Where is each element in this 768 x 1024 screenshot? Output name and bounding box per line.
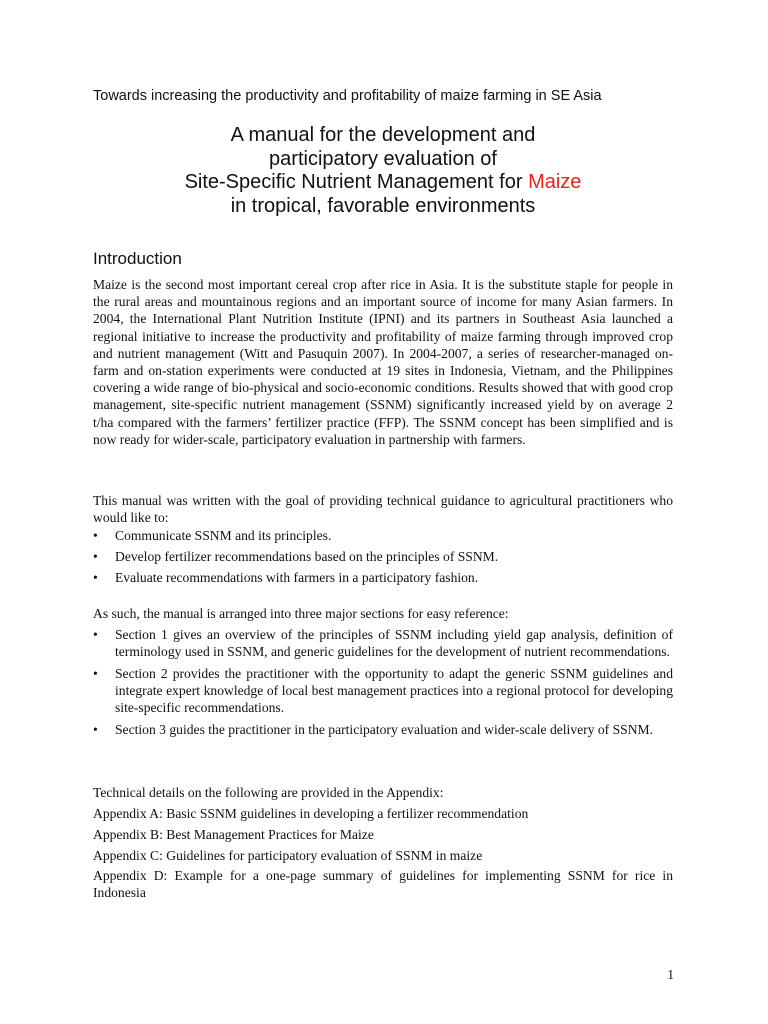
appendix-c: Appendix C: Guidelines for participatory evaluation of SSNM in maize xyxy=(93,848,483,863)
goal-list xyxy=(93,527,673,591)
list-item xyxy=(93,626,673,660)
list-item-text: Communicate SSNM and its principles. xyxy=(115,528,332,543)
sections-intro: As such, the manual is arranged into three major sections for easy reference: xyxy=(93,606,509,621)
list-item-text: Section 1 gives an overview of the principles of SSNM including yield gap analysis, definition of terminology used in SSNM, and generic guidelines for the development of nutrient recommendations. xyxy=(115,627,673,660)
list-item-text: Develop fertilizer recommendations based on the principles of SSNM. xyxy=(115,549,499,565)
list-item xyxy=(93,569,673,586)
list-item-text: Section 3 guides the practitioner in the participatory evaluation and wider-scale delivery of SSNM. xyxy=(115,722,654,738)
appendix-b: Appendix B: Best Management Practices for Maize xyxy=(93,827,374,842)
manual-goal-paragraph: This manual was written with the goal of providing technical guidance to agricultural practitioners who would like to: xyxy=(93,493,673,526)
list-item xyxy=(93,721,673,738)
title-line-4: in tropical, favorable environments xyxy=(230,194,536,217)
introduction-heading: Introduction xyxy=(93,249,182,268)
appendix-a: Appendix A: Basic SSNM guidelines in developing a fertilizer recommendation xyxy=(93,806,529,821)
bullet-icon: • xyxy=(93,665,98,681)
title-accent-word: Maize xyxy=(528,171,582,193)
bullet-icon: • xyxy=(93,528,98,543)
bullet-icon: • xyxy=(93,549,98,565)
bullet-icon: • xyxy=(93,570,98,586)
bullet-icon: • xyxy=(93,722,98,738)
sections-list xyxy=(93,626,673,743)
title-line-3 xyxy=(93,171,673,195)
title-line-1: A manual for the development and xyxy=(230,124,536,146)
title-line-3-text: Site-Specific Nutrient Management for xyxy=(184,171,529,193)
appendix-intro: Technical details on the following are provided in the Appendix: xyxy=(93,785,444,800)
bullet-icon: • xyxy=(93,627,98,642)
list-item-text: Evaluate recommendations with farmers in a participatory fashion. xyxy=(115,570,479,586)
page-number: 1 xyxy=(667,967,674,982)
introduction-paragraph: Maize is the second most important cereal crop after rice in Asia. It is the substitute staple for people in the rural areas and mountainous regions and an important source of income for many Asian farmers. In 2004, the International Plant Nutrition Institute (IPNI) and its partners in Southeast Asia launched a regional initiative to increase the productivity and profitability of maize farming through improved crop and nutrient management (Witt and Pasuquin 2007). In 2004-2007, a series of researcher-managed on-farm and on-station experiments were conducted at 19 sites in Indonesia, Vietnam, and the Philippines covering a wide range of bio-physical and socio-economic conditions. Results showed that with good crop management, site-specific nutrient management (SSNM) significantly increased yield by on average 2 t/ha compared with the farmers’ fertilizer practice (FFP). The SSNM concept has been simplified and is now ready for wider-scale, participatory evaluation in partnership with farmers. xyxy=(93,277,673,447)
list-item xyxy=(93,548,673,565)
document-subtitle: Towards increasing the productivity and profitability of maize farming in SE Asia xyxy=(93,88,602,104)
title-line-2: participatory evaluation of xyxy=(269,147,497,170)
list-item-text: Section 2 provides the practitioner with the opportunity to adapt the generic SSNM guidelines and integrate expert knowledge of local best management practices into a regional protocol for developing site-specific recommendations. xyxy=(115,665,673,716)
document-title xyxy=(93,124,673,218)
list-item xyxy=(93,527,673,544)
list-item xyxy=(93,665,673,717)
appendix-d: Appendix D: Example for a one-page summary of guidelines for implementing SSNM for rice in Indonesia xyxy=(93,868,673,901)
